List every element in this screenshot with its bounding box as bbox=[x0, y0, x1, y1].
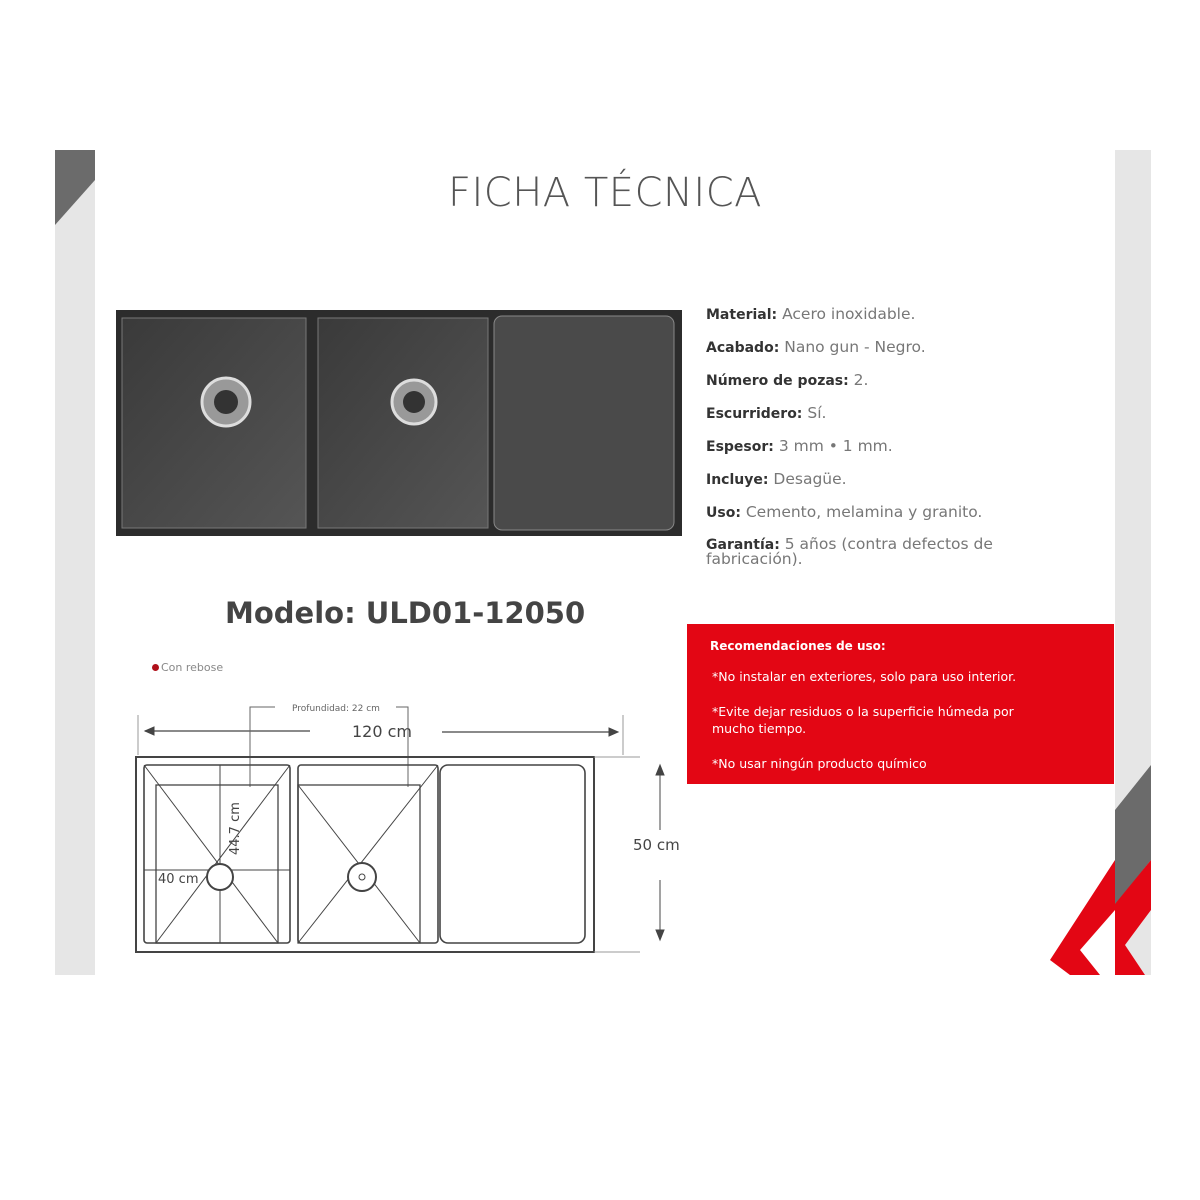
spec-espesor: Espesor: 3 mm • 1 mm. bbox=[706, 437, 893, 455]
recommendations-box bbox=[687, 624, 1114, 784]
spec-incluye: Incluye: Desagüe. bbox=[706, 470, 847, 488]
spec-list bbox=[706, 306, 1066, 582]
height-label: 50 cm bbox=[633, 836, 680, 854]
red-chevron-icon bbox=[1050, 850, 1120, 975]
recommendation-item: *Evite dejar residuos o la superficie húmeda por mucho tiempo. bbox=[712, 704, 1014, 736]
spec-material: Material: Acero inoxidable. bbox=[706, 305, 916, 323]
recommendation-item: *No instalar en exteriores, solo para uso interior. bbox=[712, 669, 1017, 684]
spec-escurridero: Escurridero: Sí. bbox=[706, 404, 827, 422]
overflow-legend: Con rebose bbox=[152, 661, 223, 674]
right-decor-strip bbox=[1115, 150, 1151, 975]
bowl-depth-label: 44.7 cm bbox=[228, 802, 243, 855]
recommendation-item: *No usar ningún producto químico bbox=[712, 756, 927, 771]
spec-acabado: Acabado: Nano gun - Negro. bbox=[706, 338, 926, 356]
depth-label: Profundidad: 22 cm bbox=[292, 704, 380, 714]
spec-pozas: Número de pozas: 2. bbox=[706, 371, 869, 389]
page-title: FICHA TÉCNICA bbox=[447, 170, 763, 216]
model-label: Modelo: ULD01-12050 bbox=[225, 596, 586, 630]
left-decor-strip bbox=[55, 150, 95, 975]
spec-garantia: Garantía: 5 años (contra defectos de fabricación). bbox=[706, 535, 993, 568]
legend-dot-icon bbox=[152, 664, 159, 671]
recommendations-title: Recomendaciones de uso: bbox=[710, 639, 886, 653]
sink-diagram bbox=[130, 695, 700, 960]
width-label: 120 cm bbox=[352, 722, 413, 741]
spec-uso: Uso: Cemento, melamina y granito. bbox=[706, 503, 983, 521]
chevron-decor-icon bbox=[1115, 150, 1151, 975]
sink-photo bbox=[116, 310, 682, 536]
bowl-width-label: 40 cm bbox=[158, 872, 199, 887]
